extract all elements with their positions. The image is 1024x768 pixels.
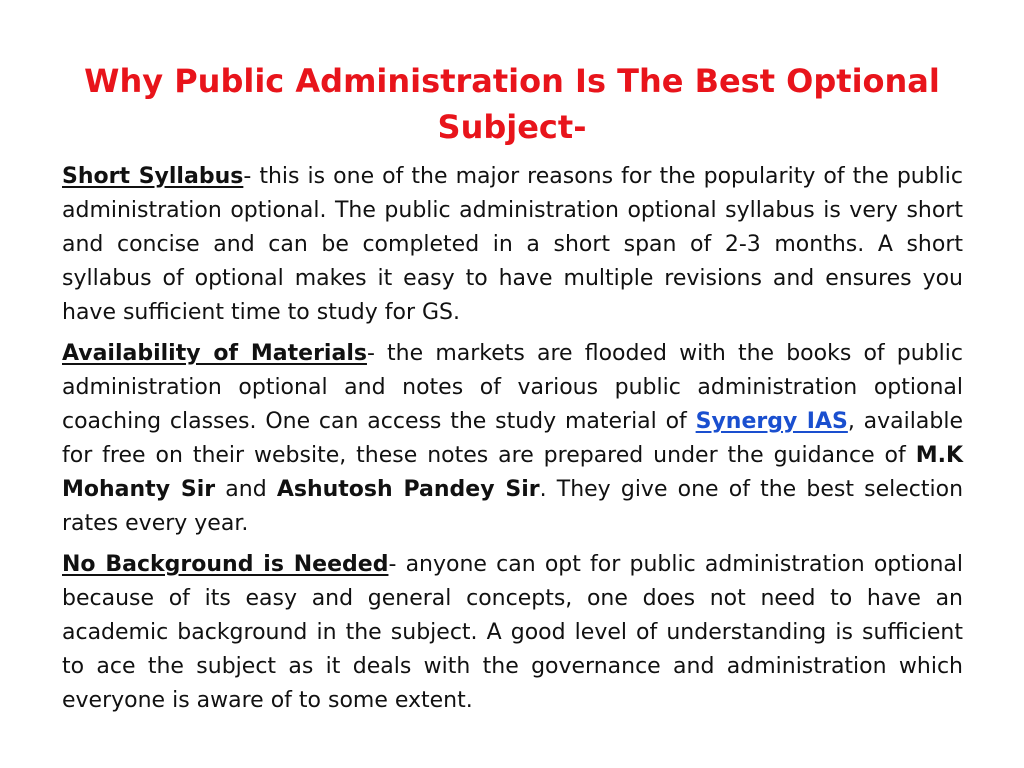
text-availability-part-2: , available for free on their website, these notes are prepared under the guidance of [62, 409, 963, 468]
text-conjunction: and [215, 477, 277, 502]
text-no-background: - anyone can opt for public administration optional because of its easy and general concepts, one does not need to have an academic background in the subject. A good level of understanding is sufficient to ace the subject as it deals with the governance and administration which everyone is aware of to some extent. [62, 552, 964, 713]
heading-short-syllabus: Short Syllabus [62, 164, 244, 189]
mentor-name-2: Ashutosh Pandey Sir [276, 477, 540, 502]
paragraph-no-background [62, 548, 963, 718]
text-availability-part-1: - the markets are flooded with the books of public administration optional and notes of various public administration optional coaching classes. One can access the study material of [62, 341, 964, 434]
heading-availability-of-materials: Availability of Materials [62, 341, 367, 366]
paragraph-availability-of-materials [62, 337, 963, 541]
text-availability-end: . They give one of the best selection rates every year. [62, 477, 964, 536]
mentor-name-1: M.K Mohanty Sir [62, 443, 963, 502]
slide-title: Why Public Administration Is The Best Optional Subject- [84, 62, 940, 146]
paragraph-short-syllabus [62, 160, 963, 330]
slide-body [62, 160, 963, 725]
synergy-ias-link[interactable]: Synergy IAS [695, 409, 848, 434]
heading-no-background: No Background is Needed [62, 552, 389, 577]
text-short-syllabus: - this is one of the major reasons for the popularity of the public administration optional. The public administration optional syllabus is very short and concise and can be completed in a short span of 2-3 months. A short syllabus of optional makes it easy to have multiple revisions and ensures you have sufficient time to study for GS. [62, 164, 964, 325]
